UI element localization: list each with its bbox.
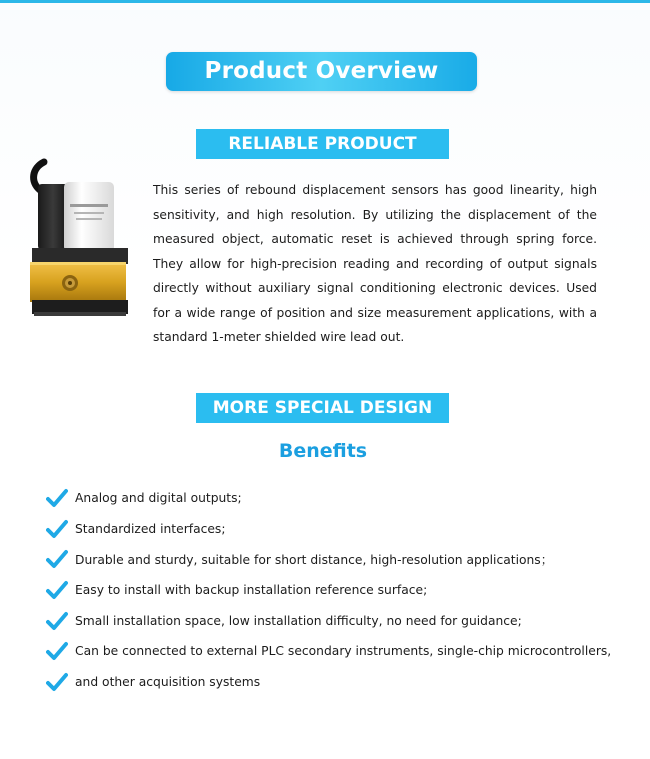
benefit-text: Can be connected to external PLC secondary instruments, single-chip microcontrollers, — [75, 644, 612, 659]
list-item — [46, 575, 646, 606]
special-design-banner: MORE SPECIAL DESIGN — [196, 393, 449, 423]
list-item — [46, 544, 646, 575]
page-title: Product Overview — [166, 52, 477, 91]
product-description: This series of rebound displacement sensors has good linearity, high sensitivity, and high resolution. By utilizing the displacement of the measured object, automatic reset is achieved through spring force. They allow for high-precision reading and recording of output signals directly without auxiliary signal conditioning electronic devices. Used for a wide range of position and size measurement applications, with a standard 1-meter shielded wire lead out. — [153, 183, 597, 344]
top-accent-line — [0, 0, 650, 3]
reliable-product-banner: RELIABLE PRODUCT — [196, 129, 449, 159]
benefits-heading: Benefits — [278, 440, 368, 462]
check-icon — [46, 611, 68, 631]
check-icon — [46, 672, 68, 692]
list-item — [46, 483, 646, 514]
check-icon — [46, 580, 68, 600]
benefit-text: Analog and digital outputs; — [75, 491, 242, 506]
benefit-text: Durable and sturdy, suitable for short distance, high-resolution applications； — [75, 553, 554, 568]
check-icon — [46, 519, 68, 539]
benefit-text: Small installation space, low installation difficulty, no need for guidance; — [75, 613, 522, 628]
list-item — [46, 605, 646, 636]
benefit-text: and other acquisition systems — [75, 674, 261, 689]
benefit-list — [46, 483, 646, 697]
benefit-text: Easy to install with backup installation reference surface; — [75, 583, 428, 598]
check-icon — [46, 488, 68, 508]
check-icon — [46, 641, 68, 661]
list-item — [46, 514, 646, 545]
list-item — [46, 667, 646, 698]
benefit-text: Standardized interfaces; — [75, 521, 226, 536]
check-icon — [46, 549, 68, 569]
list-item — [46, 636, 646, 667]
sensor-product-image — [18, 156, 138, 326]
